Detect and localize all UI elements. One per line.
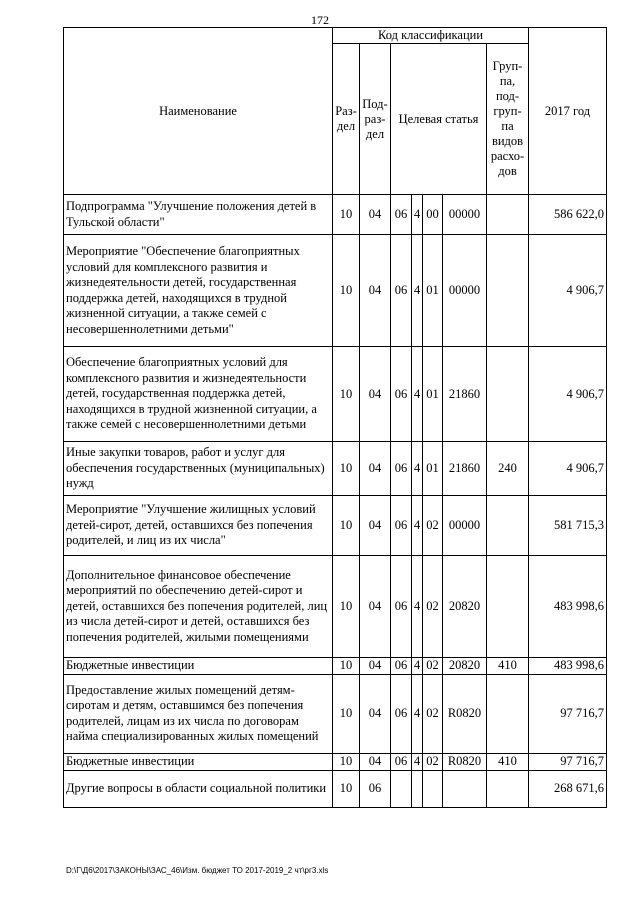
row-section: 10 xyxy=(333,556,360,658)
row-amount: 97 716,7 xyxy=(529,674,607,753)
row-target-event: 02 xyxy=(423,753,443,770)
page-number: 172 xyxy=(311,13,329,27)
row-expense-group xyxy=(487,770,529,807)
row-name: Мероприятие "Улучшение жилищных условий детей-сирот, детей, оставшихся без попечения родителей, и лиц из их числа" xyxy=(64,496,333,556)
row-section: 10 xyxy=(333,235,360,347)
table-row xyxy=(64,442,607,496)
row-expense-group: 410 xyxy=(487,753,529,770)
row-name: Дополнительное финансовое обеспечение мероприятий по обеспечению детей-сирот и детей, оставшихся без попечения родителей, лиц из числа детей-сирот и детей, оставшихся без попечения родителей, жилыми помещениями xyxy=(64,556,333,658)
row-name: Предоставление жилых помещений детям-сиротам и детям, оставшимся без попечения родителей, лицам из их числа по договорам найма специализированных жилых помещений xyxy=(64,674,333,753)
row-target-program: 06 xyxy=(391,347,412,442)
row-name: Бюджетные инвестиции xyxy=(64,658,333,675)
row-target-event: 02 xyxy=(423,496,443,556)
row-target-event: 01 xyxy=(423,347,443,442)
row-target-direction: 00000 xyxy=(443,496,487,556)
header-target: Целевая статья xyxy=(391,44,487,195)
file-path-footer: D:\Г\Д6\2017\ЗАКОНЫ\ЗАС_46\Изм. бюджет ТО 2017-2019_2 чт\рг3.xls xyxy=(66,866,329,875)
row-target-event: 02 xyxy=(423,674,443,753)
header-year: 2017 год xyxy=(529,28,607,195)
row-target-program: 06 xyxy=(391,235,412,347)
row-amount: 268 671,6 xyxy=(529,770,607,807)
row-expense-group xyxy=(487,195,529,235)
row-expense-group: 240 xyxy=(487,442,529,496)
header-code-group: Код классификации xyxy=(333,28,529,44)
header-subsection: Под- раз- дел xyxy=(360,44,391,195)
row-subsection: 04 xyxy=(360,753,391,770)
row-target-subprogram: 4 xyxy=(412,347,423,442)
row-target-program: 06 xyxy=(391,674,412,753)
row-expense-group xyxy=(487,235,529,347)
row-target-direction: 21860 xyxy=(443,442,487,496)
row-section: 10 xyxy=(333,674,360,753)
table-row xyxy=(64,556,607,658)
row-name: Иные закупки товаров, работ и услуг для обеспечения государственных (муниципальных) нужд xyxy=(64,442,333,496)
row-subsection: 04 xyxy=(360,674,391,753)
row-target-subprogram: 4 xyxy=(412,556,423,658)
table-row xyxy=(64,674,607,753)
row-target-program: 06 xyxy=(391,556,412,658)
row-target-event: 01 xyxy=(423,235,443,347)
row-target-program: 06 xyxy=(391,658,412,675)
budget-table xyxy=(63,27,607,808)
row-target-direction: 20820 xyxy=(443,556,487,658)
row-expense-group xyxy=(487,674,529,753)
row-target-event: 01 xyxy=(423,442,443,496)
row-target-subprogram xyxy=(412,770,423,807)
row-amount: 581 715,3 xyxy=(529,496,607,556)
row-target-direction: 00000 xyxy=(443,235,487,347)
row-target-subprogram: 4 xyxy=(412,753,423,770)
row-amount: 4 906,7 xyxy=(529,442,607,496)
row-subsection: 04 xyxy=(360,347,391,442)
row-target-subprogram: 4 xyxy=(412,658,423,675)
row-name: Подпрограмма "Улучшение положения детей в Тульской области" xyxy=(64,195,333,235)
row-subsection: 04 xyxy=(360,496,391,556)
row-amount: 97 716,7 xyxy=(529,753,607,770)
row-target-direction: 00000 xyxy=(443,195,487,235)
row-target-direction: 20820 xyxy=(443,658,487,675)
row-name: Мероприятие "Обеспечение благоприятных условий для комплексного развития и жизнедеятельности детей, государственная поддержка детей, находящихся в трудной жизненной ситуации, а также семей с несовершеннолетними детьми" xyxy=(64,235,333,347)
row-section: 10 xyxy=(333,496,360,556)
row-subsection: 04 xyxy=(360,658,391,675)
row-subsection: 04 xyxy=(360,235,391,347)
row-subsection: 06 xyxy=(360,770,391,807)
row-target-subprogram: 4 xyxy=(412,442,423,496)
row-target-event: 00 xyxy=(423,195,443,235)
table-row xyxy=(64,753,607,770)
header-row-top xyxy=(64,28,607,44)
row-amount: 483 998,6 xyxy=(529,658,607,675)
row-subsection: 04 xyxy=(360,195,391,235)
table-row xyxy=(64,770,607,807)
row-target-direction: 21860 xyxy=(443,347,487,442)
row-target-event xyxy=(423,770,443,807)
row-target-program: 06 xyxy=(391,496,412,556)
row-target-direction xyxy=(443,770,487,807)
row-target-program: 06 xyxy=(391,442,412,496)
table-row xyxy=(64,658,607,675)
row-amount: 4 906,7 xyxy=(529,235,607,347)
table-row xyxy=(64,195,607,235)
row-subsection: 04 xyxy=(360,442,391,496)
row-section: 10 xyxy=(333,770,360,807)
row-section: 10 xyxy=(333,753,360,770)
row-expense-group xyxy=(487,347,529,442)
row-target-subprogram: 4 xyxy=(412,496,423,556)
row-section: 10 xyxy=(333,347,360,442)
row-subsection: 04 xyxy=(360,556,391,658)
row-target-event: 02 xyxy=(423,556,443,658)
table-row xyxy=(64,496,607,556)
row-target-direction: R0820 xyxy=(443,753,487,770)
row-target-subprogram: 4 xyxy=(412,195,423,235)
header-section: Раз- дел xyxy=(333,44,360,195)
row-amount: 483 998,6 xyxy=(529,556,607,658)
row-target-direction: R0820 xyxy=(443,674,487,753)
row-section: 10 xyxy=(333,658,360,675)
row-target-program xyxy=(391,770,412,807)
row-expense-group xyxy=(487,496,529,556)
row-expense-group: 410 xyxy=(487,658,529,675)
row-target-event: 02 xyxy=(423,658,443,675)
row-section: 10 xyxy=(333,195,360,235)
table-row xyxy=(64,347,607,442)
row-name: Другие вопросы в области социальной политики xyxy=(64,770,333,807)
row-target-program: 06 xyxy=(391,195,412,235)
row-target-program: 06 xyxy=(391,753,412,770)
row-target-subprogram: 4 xyxy=(412,674,423,753)
row-name: Бюджетные инвестиции xyxy=(64,753,333,770)
row-name: Обеспечение благоприятных условий для комплексного развития и жизнедеятельности детей, государственная поддержка детей, находящихся в трудной жизненной ситуации, а также семей с несовершеннолетними детьми xyxy=(64,347,333,442)
row-section: 10 xyxy=(333,442,360,496)
row-amount: 4 906,7 xyxy=(529,347,607,442)
header-name: Наименование xyxy=(64,28,333,195)
row-target-subprogram: 4 xyxy=(412,235,423,347)
table-row xyxy=(64,235,607,347)
row-amount: 586 622,0 xyxy=(529,195,607,235)
row-expense-group xyxy=(487,556,529,658)
header-expense-group: Груп- па, под- груп- па видов расхо- дов xyxy=(487,44,529,195)
